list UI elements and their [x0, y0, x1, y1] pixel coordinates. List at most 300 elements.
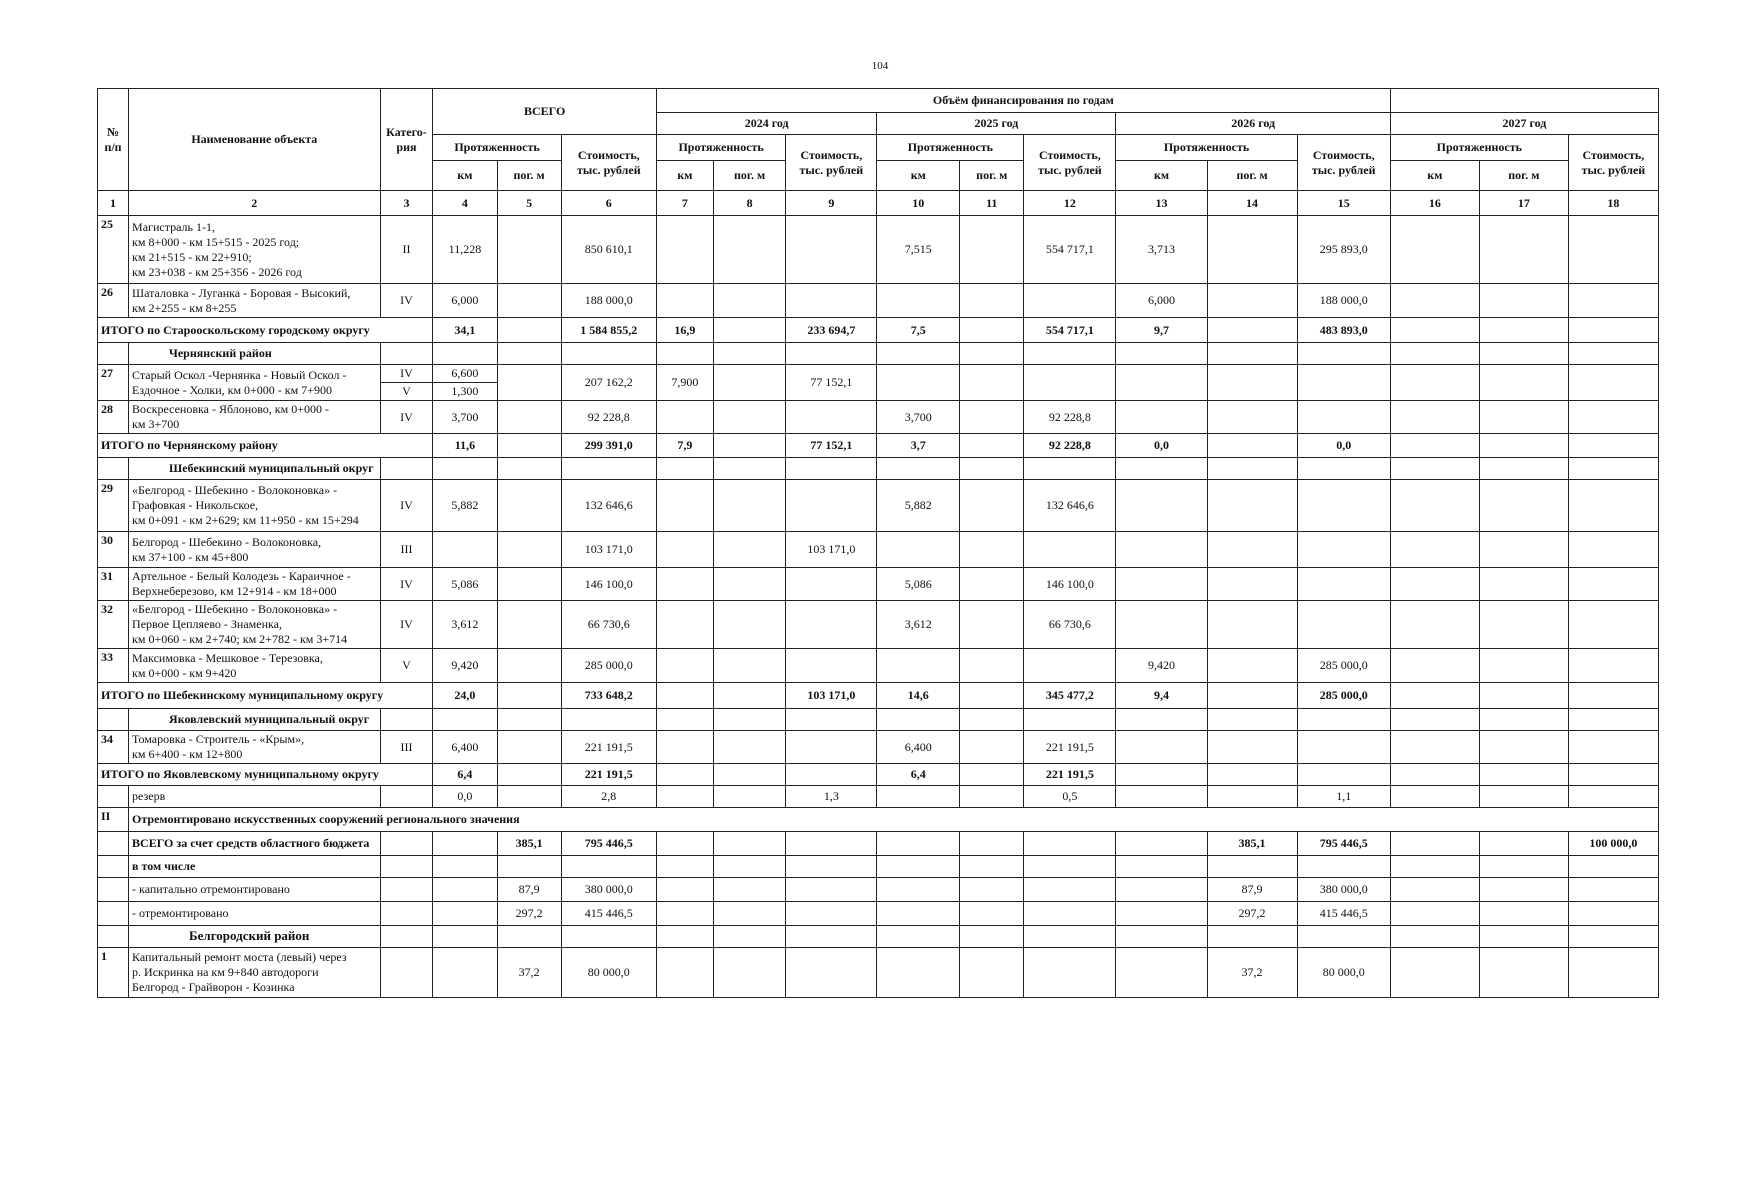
value-cell [656, 731, 713, 764]
value-cell [1297, 532, 1390, 568]
value-cell: 385,1 [1207, 832, 1297, 856]
value-cell [1390, 568, 1479, 601]
value-cell [1390, 649, 1479, 683]
table-row [98, 683, 1659, 709]
value-cell [1390, 832, 1479, 856]
column-number: 4 [433, 191, 497, 216]
value-cell [656, 683, 713, 709]
value-cell [1024, 948, 1116, 998]
header-km: км [1390, 161, 1479, 191]
value-cell: 3,700 [433, 401, 497, 434]
header-length: Протяженность [1116, 135, 1297, 161]
row-no-cell [98, 709, 129, 731]
value-cell [656, 568, 713, 601]
value-cell [1390, 434, 1479, 458]
value-cell [1116, 731, 1207, 764]
value-cell [877, 532, 960, 568]
value-cell: 3,7 [877, 434, 960, 458]
category-cell: III [380, 731, 433, 764]
value-cell [1297, 856, 1390, 878]
table-row [98, 480, 1659, 532]
category-cell [380, 832, 433, 856]
value-cell [433, 878, 497, 902]
value-cell: 7,9 [656, 434, 713, 458]
value-cell [656, 601, 713, 649]
value-cell [1479, 786, 1568, 808]
value-cell [1116, 532, 1207, 568]
value-cell [960, 786, 1024, 808]
value-cell [497, 216, 561, 284]
column-number: 6 [561, 191, 656, 216]
column-number: 2 [129, 191, 381, 216]
table-row [98, 284, 1659, 318]
value-cell [960, 832, 1024, 856]
table-row [98, 601, 1659, 649]
column-number: 18 [1568, 191, 1658, 216]
header-year-2026: 2026 год [1116, 113, 1390, 135]
value-cell: 87,9 [497, 878, 561, 902]
value-cell [561, 856, 656, 878]
value-cell [1479, 926, 1568, 948]
value-cell [656, 649, 713, 683]
value-cell [960, 318, 1024, 343]
value-cell [433, 856, 497, 878]
value-cell [786, 856, 877, 878]
table-row [98, 808, 1659, 832]
value-cell [656, 343, 713, 365]
value-cell: 6,4 [433, 764, 497, 786]
value-cell: 92 228,8 [1024, 434, 1116, 458]
table-row [98, 649, 1659, 683]
value-cell [497, 318, 561, 343]
value-cell [656, 480, 713, 532]
value-cell [1024, 343, 1116, 365]
value-cell [497, 764, 561, 786]
value-cell [1024, 902, 1116, 926]
header-cost: Стоимость, тыс. рублей [1024, 135, 1116, 191]
value-cell [960, 480, 1024, 532]
value-cell: 37,2 [1207, 948, 1297, 998]
value-cell: 380 000,0 [561, 878, 656, 902]
value-cell [497, 683, 561, 709]
value-cell [497, 709, 561, 731]
value-cell [1479, 683, 1568, 709]
value-cell: 37,2 [497, 948, 561, 998]
value-cell: 733 648,2 [561, 683, 656, 709]
value-cell [656, 948, 713, 998]
value-cell: 795 446,5 [561, 832, 656, 856]
value-cell [960, 434, 1024, 458]
value-cell: 297,2 [497, 902, 561, 926]
row-no-cell [98, 343, 129, 365]
value-cell [713, 532, 785, 568]
value-cell: 285 000,0 [1297, 683, 1390, 709]
value-cell: 554 717,1 [1024, 216, 1116, 284]
value-cell [656, 786, 713, 808]
value-cell [1390, 764, 1479, 786]
value-cell [1297, 926, 1390, 948]
value-cell [1568, 878, 1658, 902]
value-cell [1390, 480, 1479, 532]
value-cell [960, 731, 1024, 764]
value-cell [713, 343, 785, 365]
value-cell [960, 649, 1024, 683]
value-cell [1479, 365, 1568, 401]
value-cell [877, 458, 960, 480]
value-cell [713, 365, 785, 401]
value-cell [380, 709, 433, 731]
row-no-cell [98, 786, 129, 808]
table-row [98, 343, 1659, 365]
value-cell [1116, 343, 1207, 365]
value-cell [1479, 480, 1568, 532]
category-cell: IV [380, 568, 433, 601]
value-cell [1390, 284, 1479, 318]
value-cell [1390, 878, 1479, 902]
value-cell: 34,1 [433, 318, 497, 343]
subtotal-label: ИТОГО по Шебекинскому муниципальному округу [98, 683, 433, 709]
value-cell: 2,8 [561, 786, 656, 808]
value-cell: 1,300 [433, 383, 497, 401]
table-row [98, 365, 1659, 383]
summary-label: - капитально отремонтировано [129, 878, 381, 902]
category-cell: II [380, 216, 433, 284]
row-number: 29 [98, 480, 129, 532]
value-cell [960, 401, 1024, 434]
value-cell [877, 343, 960, 365]
value-cell [713, 458, 785, 480]
header-length: Протяженность [433, 135, 561, 161]
value-cell [433, 926, 497, 948]
summary-label: - отремонтировано [129, 902, 381, 926]
value-cell: 380 000,0 [1297, 878, 1390, 902]
value-cell: 66 730,6 [1024, 601, 1116, 649]
value-cell [1024, 832, 1116, 856]
value-cell [497, 434, 561, 458]
value-cell [1297, 601, 1390, 649]
value-cell [433, 832, 497, 856]
row-number: 25 [98, 216, 129, 284]
column-number: 7 [656, 191, 713, 216]
row-number: 26 [98, 284, 129, 318]
header-year-2024: 2024 год [656, 113, 876, 135]
value-cell: 5,086 [877, 568, 960, 601]
value-cell: 0,0 [1116, 434, 1207, 458]
value-cell [656, 902, 713, 926]
value-cell [1390, 683, 1479, 709]
value-cell [1024, 532, 1116, 568]
value-cell: 5,882 [877, 480, 960, 532]
value-cell: 11,6 [433, 434, 497, 458]
value-cell [960, 709, 1024, 731]
value-cell [713, 764, 785, 786]
value-cell: 132 646,6 [561, 480, 656, 532]
value-cell: 146 100,0 [1024, 568, 1116, 601]
category-cell [380, 902, 433, 926]
category-cell [380, 948, 433, 998]
value-cell [1116, 401, 1207, 434]
value-cell [1390, 902, 1479, 926]
value-cell [1207, 601, 1297, 649]
value-cell [1479, 856, 1568, 878]
value-cell [1568, 480, 1658, 532]
value-cell [786, 731, 877, 764]
value-cell [786, 458, 877, 480]
value-cell [1297, 731, 1390, 764]
value-cell [1297, 480, 1390, 532]
value-cell [1479, 458, 1568, 480]
value-cell [1116, 458, 1207, 480]
value-cell [1207, 284, 1297, 318]
header-total: ВСЕГО [433, 89, 657, 135]
value-cell [1207, 683, 1297, 709]
row-number: 31 [98, 568, 129, 601]
value-cell: 415 446,5 [1297, 902, 1390, 926]
section-title: Чернянский район [129, 343, 381, 365]
header-cost: Стоимость, тыс. рублей [1568, 135, 1658, 191]
value-cell [1568, 649, 1658, 683]
value-cell: 11,228 [433, 216, 497, 284]
value-cell [656, 401, 713, 434]
value-cell [1479, 568, 1568, 601]
value-cell [497, 856, 561, 878]
table-row [98, 856, 1659, 878]
value-cell [433, 532, 497, 568]
value-cell [1390, 365, 1479, 401]
value-cell [1479, 764, 1568, 786]
value-cell [1116, 568, 1207, 601]
financing-table [97, 88, 1659, 998]
value-cell [713, 878, 785, 902]
value-cell [1207, 532, 1297, 568]
value-cell [786, 401, 877, 434]
row-number: 28 [98, 401, 129, 434]
value-cell [561, 343, 656, 365]
value-cell [877, 926, 960, 948]
value-cell: 92 228,8 [1024, 401, 1116, 434]
row-no-cell [98, 926, 129, 948]
column-number: 3 [380, 191, 433, 216]
row-number: 33 [98, 649, 129, 683]
value-cell [1479, 532, 1568, 568]
header-pm: пог. м [713, 161, 785, 191]
value-cell: 188 000,0 [1297, 284, 1390, 318]
value-cell: 6,400 [433, 731, 497, 764]
value-cell [786, 948, 877, 998]
object-name: Артельное - Белый Колодезь - Караичное - Верхнеберезово, км 12+914 - км 18+000 [129, 568, 381, 601]
value-cell [1116, 365, 1207, 401]
header-length: Протяженность [656, 135, 785, 161]
value-cell: 285 000,0 [1297, 649, 1390, 683]
subtotal-label: ИТОГО по Старооскольскому городскому округу [98, 318, 433, 343]
header-pm: пог. м [497, 161, 561, 191]
value-cell: 0,5 [1024, 786, 1116, 808]
value-cell [713, 832, 785, 856]
page-number: 104 [871, 60, 889, 72]
value-cell [1568, 568, 1658, 601]
table-row [98, 401, 1659, 434]
value-cell [1390, 856, 1479, 878]
value-cell [1207, 401, 1297, 434]
value-cell [960, 216, 1024, 284]
value-cell: 5,086 [433, 568, 497, 601]
value-cell [1568, 856, 1658, 878]
value-cell [960, 284, 1024, 318]
value-cell [713, 318, 785, 343]
value-cell: 3,713 [1116, 216, 1207, 284]
table-row [98, 786, 1659, 808]
value-cell [1207, 764, 1297, 786]
value-cell [1479, 878, 1568, 902]
value-cell [786, 709, 877, 731]
value-cell: 9,7 [1116, 318, 1207, 343]
value-cell [656, 284, 713, 318]
value-cell [713, 434, 785, 458]
value-cell: 483 893,0 [1297, 318, 1390, 343]
row-number: 30 [98, 532, 129, 568]
value-cell [786, 878, 877, 902]
value-cell [656, 926, 713, 948]
value-cell [1207, 731, 1297, 764]
value-cell: 385,1 [497, 832, 561, 856]
header-cost: Стоимость, тыс. рублей [1297, 135, 1390, 191]
value-cell [1568, 343, 1658, 365]
value-cell [1479, 343, 1568, 365]
column-number: 9 [786, 191, 877, 216]
value-cell [1390, 401, 1479, 434]
value-cell: 103 171,0 [786, 532, 877, 568]
subtotal-label: ИТОГО по Чернянскому району [98, 434, 433, 458]
value-cell: 221 191,5 [1024, 731, 1116, 764]
column-number: 11 [960, 191, 1024, 216]
value-cell [960, 458, 1024, 480]
table-row [98, 216, 1659, 284]
value-cell [786, 832, 877, 856]
value-cell [1116, 832, 1207, 856]
summary-label: ВСЕГО за счет средств областного бюджета [129, 832, 381, 856]
value-cell [786, 764, 877, 786]
value-cell: 1,3 [786, 786, 877, 808]
value-cell [1568, 284, 1658, 318]
value-cell: 1 584 855,2 [561, 318, 656, 343]
value-cell [713, 284, 785, 318]
value-cell [433, 343, 497, 365]
value-cell [1024, 649, 1116, 683]
value-cell: 6,400 [877, 731, 960, 764]
header-cost: Стоимость, тыс. рублей [561, 135, 656, 191]
header-pm: пог. м [1479, 161, 1568, 191]
value-cell [1207, 458, 1297, 480]
value-cell [656, 216, 713, 284]
category-cell: IV [380, 401, 433, 434]
value-cell [960, 343, 1024, 365]
column-number: 10 [877, 191, 960, 216]
value-cell [1568, 926, 1658, 948]
table-row [98, 458, 1659, 480]
value-cell [960, 683, 1024, 709]
column-number: 8 [713, 191, 785, 216]
value-cell [713, 786, 785, 808]
summary-label: в том числе [129, 856, 381, 878]
value-cell: 188 000,0 [561, 284, 656, 318]
value-cell: 3,612 [433, 601, 497, 649]
value-cell [497, 731, 561, 764]
value-cell: 3,700 [877, 401, 960, 434]
value-cell: 297,2 [1207, 902, 1297, 926]
value-cell: 207 162,2 [561, 365, 656, 401]
value-cell [786, 216, 877, 284]
column-number: 16 [1390, 191, 1479, 216]
object-name: «Белгород - Шебекино - Волоконовка» - Графовкая - Никольское, км 0+091 - км 2+629; км 11+950 - км 15+294 [129, 480, 381, 532]
value-cell [1568, 318, 1658, 343]
value-cell [1390, 786, 1479, 808]
section-title: Белгородский район [129, 926, 381, 948]
value-cell: 5,882 [433, 480, 497, 532]
table-row [98, 764, 1659, 786]
value-cell [656, 832, 713, 856]
value-cell: 6,000 [433, 284, 497, 318]
value-cell: 103 171,0 [786, 683, 877, 709]
object-name: «Белгород - Шебекино - Волоконовка» - Первое Цепляево - Знаменка, км 0+060 - км 2+740; км 2+782 - км 3+714 [129, 601, 381, 649]
value-cell [656, 764, 713, 786]
value-cell [1297, 568, 1390, 601]
value-cell: 0,0 [433, 786, 497, 808]
value-cell [1116, 601, 1207, 649]
header-year-2027: 2027 год [1390, 113, 1658, 135]
value-cell [1390, 318, 1479, 343]
value-cell [877, 284, 960, 318]
value-cell [1568, 683, 1658, 709]
value-cell [877, 902, 960, 926]
value-cell [1207, 856, 1297, 878]
value-cell [1479, 709, 1568, 731]
header-length: Протяженность [1390, 135, 1568, 161]
section-number: II [98, 808, 129, 832]
value-cell [1390, 601, 1479, 649]
value-cell [433, 709, 497, 731]
value-cell: 80 000,0 [561, 948, 656, 998]
value-cell [786, 284, 877, 318]
column-number: 14 [1207, 191, 1297, 216]
value-cell [1568, 948, 1658, 998]
value-cell: 295 893,0 [1297, 216, 1390, 284]
value-cell [1116, 709, 1207, 731]
value-cell [877, 856, 960, 878]
value-cell: 795 446,5 [1297, 832, 1390, 856]
value-cell [1207, 649, 1297, 683]
value-cell [960, 365, 1024, 401]
object-name: Томаровка - Строитель - «Крым», км 6+400 - км 12+800 [129, 731, 381, 764]
value-cell [1479, 649, 1568, 683]
row-number: 1 [98, 948, 129, 998]
value-cell: 92 228,8 [561, 401, 656, 434]
value-cell [497, 401, 561, 434]
category-cell [380, 856, 433, 878]
header-pm: пог. м [1207, 161, 1297, 191]
value-cell [380, 926, 433, 948]
value-cell [960, 856, 1024, 878]
value-cell: 146 100,0 [561, 568, 656, 601]
column-number: 5 [497, 191, 561, 216]
value-cell [1024, 365, 1116, 401]
header-year-2025: 2025 год [877, 113, 1116, 135]
table-row [98, 434, 1659, 458]
value-cell: 7,515 [877, 216, 960, 284]
value-cell [1207, 318, 1297, 343]
value-cell [786, 480, 877, 532]
table-row [98, 902, 1659, 926]
value-cell [877, 948, 960, 998]
